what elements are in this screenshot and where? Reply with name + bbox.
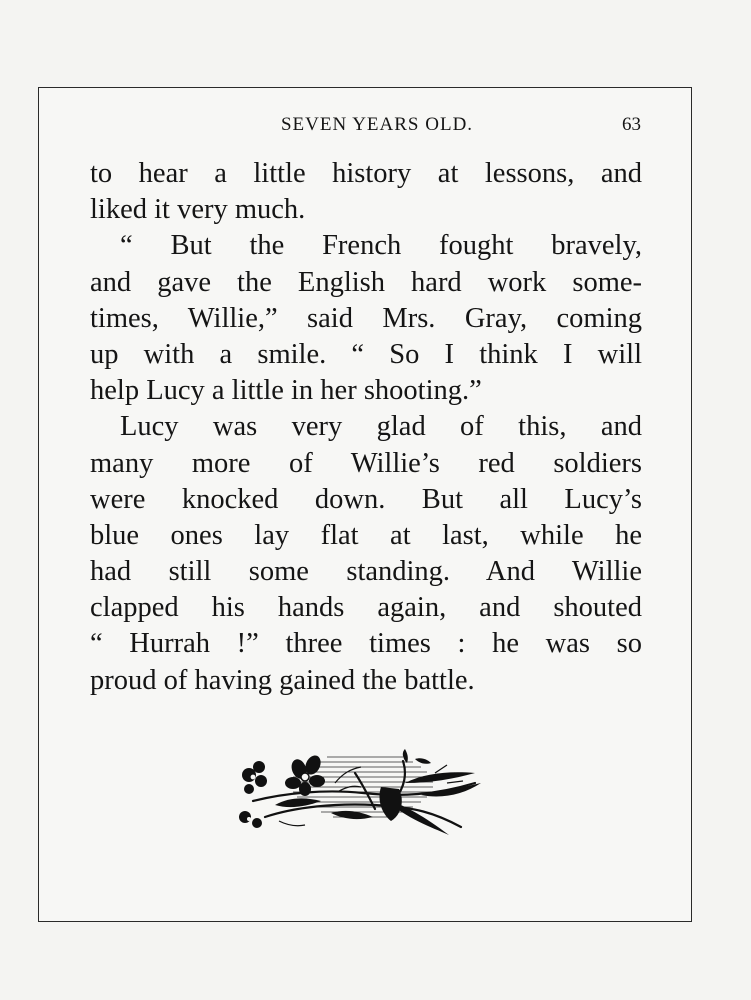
- running-title: SEVEN YEARS OLD.: [280, 114, 474, 135]
- text-line: help Lucy a little in her shooting.”: [90, 375, 482, 407]
- text-line: liked it very much.: [90, 194, 306, 226]
- text-line: and gave the English hard work some-: [90, 266, 642, 298]
- text-line: “ Hurrah !” three times : he was so: [90, 628, 642, 660]
- text-line: blue ones lay flat at last, while he: [90, 519, 642, 551]
- floral-tailpiece-icon: [235, 743, 491, 839]
- text-line: proud of having gained the battle.: [90, 664, 475, 696]
- text-body: [90, 156, 642, 699]
- text-line: times, Willie,” said Mrs. Gray, coming: [90, 302, 642, 334]
- text-line: had still some standing. And Willie: [90, 556, 642, 588]
- text-line: clapped his hands again, and shouted: [90, 592, 642, 624]
- text-line: Lucy was very glad of this, and: [120, 411, 642, 443]
- text-line: “ But the French fought bravely,: [120, 230, 642, 262]
- text-line: up with a smile. “ So I think I will: [90, 338, 642, 370]
- running-head: [39, 114, 691, 140]
- page-frame: [38, 87, 692, 922]
- text-line: to hear a little history at lessons, and: [90, 158, 642, 189]
- page-number: 63: [622, 114, 641, 135]
- text-line: many more of Willie’s red soldiers: [90, 447, 642, 479]
- text-line: were knocked down. But all Lucy’s: [90, 483, 642, 515]
